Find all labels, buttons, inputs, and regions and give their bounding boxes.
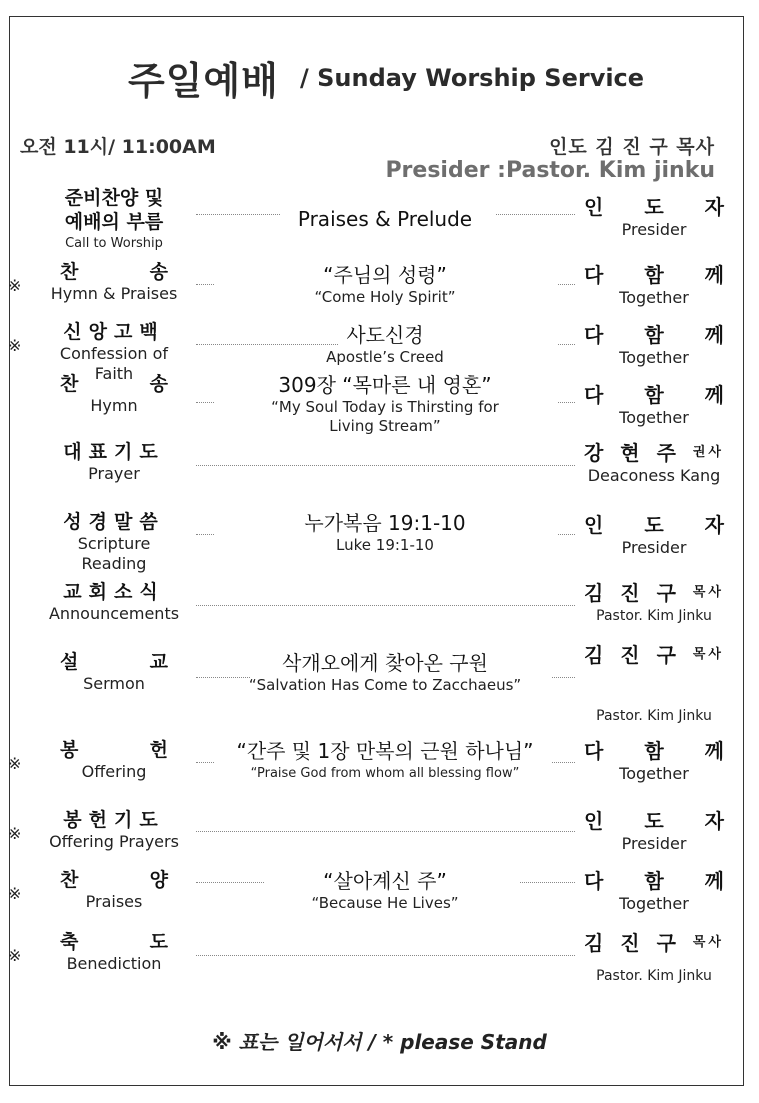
responsible-korean — [584, 808, 724, 834]
item-title — [44, 930, 184, 974]
item-title-korean — [44, 650, 184, 674]
responsible-char: 김 — [584, 643, 604, 667]
responsible-korean — [584, 382, 724, 408]
title-korean: 주일예배 — [128, 59, 279, 103]
service-time: 오전 11시/ 11:00AM — [20, 136, 216, 158]
responsible-char: 자 — [704, 513, 724, 537]
item-responsible — [584, 194, 724, 240]
responsible-korean — [584, 738, 724, 764]
item-responsible — [584, 440, 724, 486]
item-content-korean: 309장 “목마른 내 영혼” — [278, 373, 492, 397]
item-title-char: 송 — [149, 261, 168, 283]
responsible-english: Together — [619, 894, 689, 913]
item-title-korean: 준비찬양 및 예배의 부름 — [64, 187, 164, 233]
item-title-english: Scripture Reading — [77, 534, 151, 573]
responsible-title: 권사 — [692, 445, 724, 460]
item-content — [200, 372, 570, 436]
responsible-english: Presider — [621, 220, 687, 239]
stand-mark: ※ — [8, 336, 22, 355]
item-content — [200, 868, 570, 913]
item-title — [44, 580, 184, 624]
responsible-korean — [584, 322, 724, 348]
responsible-char: 다 — [584, 739, 604, 763]
item-title-korean — [44, 738, 184, 762]
item-content — [200, 322, 570, 367]
footer-note: ※ 표는 일어서서 / * please Stand — [212, 1030, 547, 1054]
responsible-char: 께 — [704, 739, 724, 763]
item-title — [44, 738, 184, 782]
responsible-char: 자 — [704, 809, 724, 833]
responsible-english: Together — [619, 288, 689, 307]
responsible-char: 인 — [584, 513, 604, 537]
item-title-char: 찬 — [60, 261, 79, 283]
item-content — [200, 262, 570, 307]
item-content-korean: “간주 및 1장 만복의 근원 하나님” — [236, 739, 534, 763]
responsible-char: 다 — [584, 263, 604, 287]
responsible-char: 진 — [620, 931, 640, 955]
item-title-english: Announcements — [48, 604, 180, 623]
responsible-char: 함 — [644, 739, 664, 763]
item-title-char: 교 — [149, 651, 168, 673]
item-title — [44, 260, 184, 304]
responsible-char: 자 — [704, 195, 724, 219]
item-title-korean: 봉헌기도 — [63, 809, 165, 831]
responsible-korean — [584, 930, 724, 956]
item-title-english: Offering Prayers — [49, 832, 179, 851]
item-responsible — [584, 580, 724, 626]
responsible-char: 김 — [584, 931, 604, 955]
item-title-english: Hymn — [90, 396, 138, 415]
responsible-char: 구 — [656, 643, 676, 667]
responsible-english: Presider — [621, 538, 687, 557]
responsible-char: 다 — [584, 869, 604, 893]
item-content-english: “My Soul Today is Thirsting for Living Stream” — [271, 398, 499, 435]
presider-line: Presider :Pastor. Kim jinku — [385, 158, 715, 183]
responsible-korean — [584, 194, 724, 220]
item-title — [44, 372, 184, 416]
item-content-english: “Because He Lives” — [311, 894, 459, 912]
responsible-char: 함 — [644, 263, 664, 287]
item-title-english: Offering — [81, 762, 147, 781]
dotted-leader — [196, 831, 575, 832]
item-title — [44, 868, 184, 912]
responsible-title: 목사 — [692, 585, 724, 600]
item-content-english: “Come Holy Spirit” — [314, 288, 456, 306]
service-leader: 인도 김 진 구 목사 — [549, 136, 715, 158]
responsible-char: 다 — [584, 323, 604, 347]
responsible-char: 함 — [644, 869, 664, 893]
item-title-korean — [44, 260, 184, 284]
item-responsible — [584, 808, 724, 854]
responsible-char: 현 — [620, 441, 640, 465]
stand-mark: ※ — [8, 824, 22, 843]
item-title-korean — [44, 930, 184, 954]
responsible-char: 구 — [656, 581, 676, 605]
item-title-korean: 신앙고백 — [63, 321, 165, 343]
item-title-korean: 대표기도 — [63, 441, 165, 463]
item-title-char: 도 — [149, 931, 168, 953]
responsible-korean — [584, 512, 724, 538]
item-title-english: Call to Worship — [65, 236, 163, 251]
item-responsible — [584, 868, 724, 914]
responsible-char: 구 — [656, 931, 676, 955]
responsible-title: 목사 — [692, 647, 724, 662]
item-title-char: 양 — [149, 869, 168, 891]
responsible-english: Together — [619, 408, 689, 427]
dotted-leader — [196, 465, 575, 466]
responsible-english: Presider — [621, 834, 687, 853]
responsible-english: Deaconess Kang — [587, 466, 721, 485]
responsible-char: 도 — [644, 809, 664, 833]
item-content-korean: 사도신경 — [346, 323, 424, 347]
item-content-korean: 삭개오에게 찾아온 구원 — [282, 651, 488, 675]
item-title-char: 설 — [60, 651, 79, 673]
responsible-char: 함 — [644, 323, 664, 347]
responsible-char: 인 — [584, 195, 604, 219]
item-title-korean: 교회소식 — [63, 581, 165, 603]
item-title-korean — [44, 868, 184, 892]
item-content — [200, 510, 570, 555]
item-responsible — [584, 322, 724, 368]
item-content — [200, 738, 570, 783]
responsible-english: Pastor. Kim Jinku — [596, 608, 712, 624]
dotted-leader — [196, 955, 575, 956]
item-title-char: 찬 — [60, 373, 79, 395]
stand-mark: ※ — [8, 884, 22, 903]
item-content — [200, 650, 570, 695]
responsible-char: 김 — [584, 581, 604, 605]
item-title-korean — [44, 372, 184, 396]
responsible-english: Pastor. Kim Jinku — [596, 708, 712, 724]
item-content-english: Apostle’s Creed — [326, 348, 444, 366]
responsible-char: 주 — [656, 441, 676, 465]
responsible-char: 강 — [584, 441, 604, 465]
item-title-english: Hymn & Praises — [50, 284, 178, 303]
responsible-korean — [584, 440, 724, 466]
item-content-korean: “살아계신 주” — [323, 869, 447, 893]
responsible-korean — [584, 580, 724, 606]
item-title-english: Benediction — [66, 954, 162, 973]
title-english: / Sunday Worship Service — [300, 64, 645, 92]
responsible-char: 께 — [704, 323, 724, 347]
stand-mark: ※ — [8, 946, 22, 965]
item-title — [44, 510, 184, 574]
item-responsible — [584, 642, 724, 726]
item-title — [44, 186, 184, 254]
responsible-char: 진 — [620, 643, 640, 667]
item-title — [44, 808, 184, 852]
item-title-char: 송 — [149, 373, 168, 395]
item-content-korean: 누가복음 19:1-10 — [304, 511, 466, 535]
item-content — [200, 206, 570, 232]
item-title-english: Sermon — [83, 674, 145, 693]
responsible-char: 인 — [584, 809, 604, 833]
item-title-char: 헌 — [149, 739, 168, 761]
responsible-char: 다 — [584, 383, 604, 407]
item-responsible — [584, 512, 724, 558]
responsible-english: Together — [619, 348, 689, 367]
item-responsible — [584, 930, 724, 986]
responsible-char: 께 — [704, 383, 724, 407]
item-responsible — [584, 262, 724, 308]
item-title-english: Prayer — [88, 464, 140, 483]
stand-mark: ※ — [8, 754, 22, 773]
item-responsible — [584, 382, 724, 428]
responsible-korean — [584, 262, 724, 288]
item-title-english: Confession of Faith — [59, 344, 169, 383]
item-content-korean: Praises & Prelude — [297, 207, 473, 231]
item-responsible — [584, 738, 724, 784]
responsible-english: Together — [619, 764, 689, 783]
responsible-char: 께 — [704, 263, 724, 287]
responsible-char: 함 — [644, 383, 664, 407]
item-title — [44, 440, 184, 484]
responsible-english: Pastor. Kim Jinku — [596, 968, 712, 984]
item-title-char: 축 — [60, 931, 79, 953]
item-title-korean: 성경말씀 — [63, 511, 165, 533]
item-title-char: 찬 — [60, 869, 79, 891]
item-content-korean: “주님의 성령” — [323, 263, 447, 287]
responsible-title: 목사 — [692, 935, 724, 950]
item-title — [44, 650, 184, 694]
dotted-leader — [196, 605, 575, 606]
responsible-char: 진 — [620, 581, 640, 605]
responsible-korean — [584, 868, 724, 894]
responsible-char: 도 — [644, 513, 664, 537]
responsible-char: 께 — [704, 869, 724, 893]
item-content-english: Luke 19:1-10 — [336, 536, 434, 554]
item-content-english: “Praise God from whom all blessing flow” — [250, 766, 520, 781]
responsible-char: 도 — [644, 195, 664, 219]
item-title-english: Praises — [85, 892, 143, 911]
responsible-korean — [584, 642, 724, 668]
item-title-char: 봉 — [60, 739, 79, 761]
stand-mark: ※ — [8, 276, 22, 295]
item-content-english: “Salvation Has Come to Zacchaeus” — [248, 676, 522, 694]
